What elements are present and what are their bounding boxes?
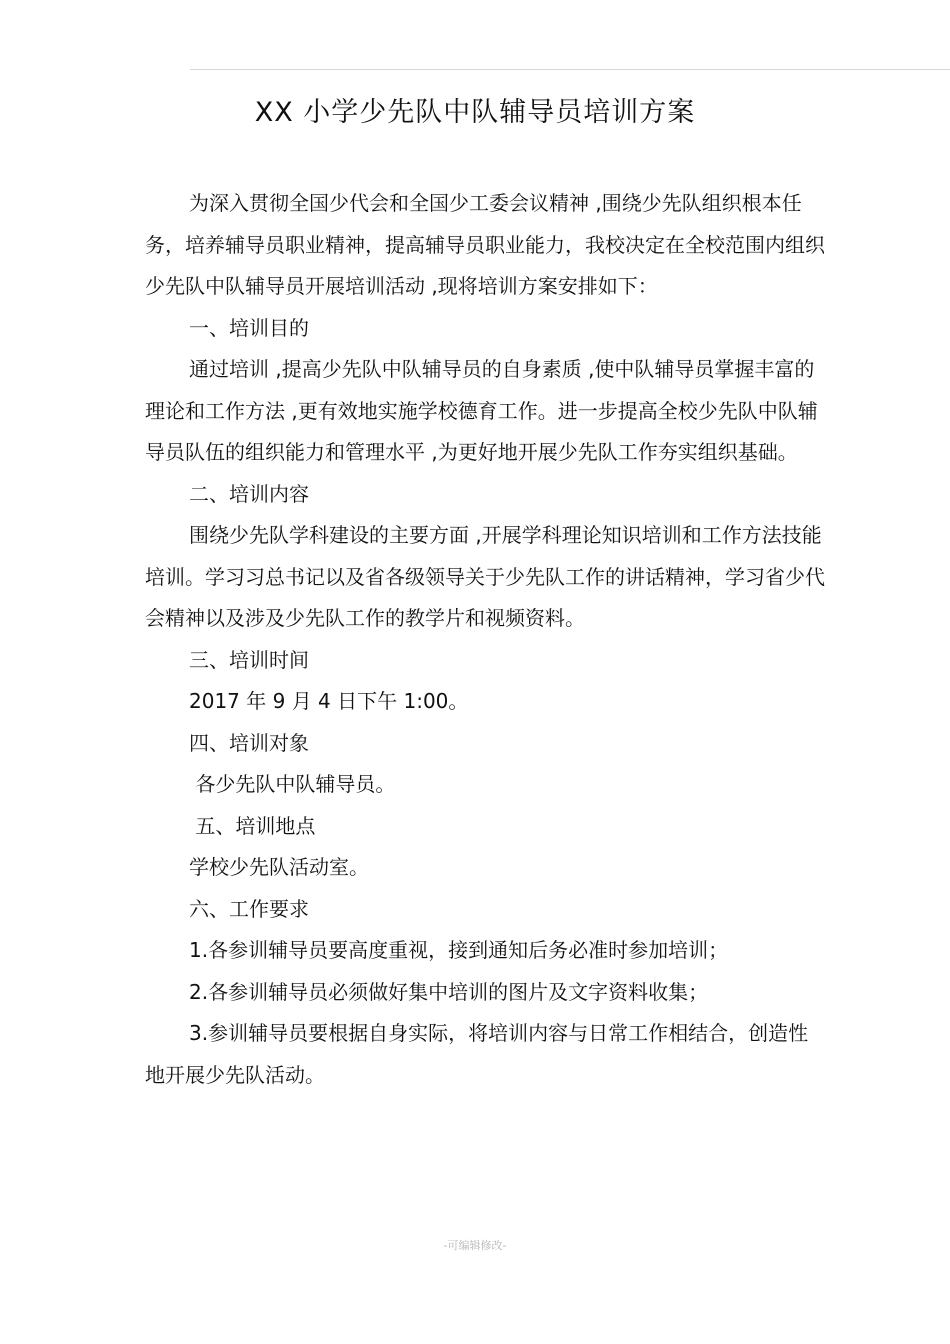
section-heading-location: 五、培训地点 [189, 813, 316, 838]
section-heading-content: 二、培训内容 [189, 481, 309, 506]
requirement-item: 1.各参训辅导员要高度重视，接到通知后务必准时参加培训； [189, 938, 729, 962]
page-footer: -可编辑修改- [443, 1239, 507, 1252]
section-heading-requirements: 六、工作要求 [189, 896, 309, 921]
section-content-content: 围绕少先队学科建设的主要方面 ,开展学科理论知识培训和工作方法技能培训。学习习总书记以及省各级领导关于少先队工作的讲话精神，学习省少代会精神以及涉及少先队工作的教学片和视频资料。 [145, 523, 825, 630]
header-rule [190, 69, 950, 70]
document-body [145, 183, 825, 1096]
section-heading-time: 三、培训时间 [189, 647, 309, 672]
section-content-location: 学校少先队活动室。 [189, 855, 369, 879]
document-title: XX 小学少先队中队辅导员培训方案 [254, 97, 696, 128]
requirement-item: 3.参训辅导员要根据自身实际，将培训内容与日常工作相结合，创造性地开展少先队活动。 [145, 1021, 809, 1087]
intro-paragraph: 为深入贯彻全国少代会和全国少工委会议精神 ,围绕少先队组织根本任务，培养辅导员职业精神，提高辅导员职业能力，我校决定在全校范围内组织少先队中队辅导员开展培训活动 ,现将培训方案安排如下： [145, 191, 825, 298]
section-content-time: 2017 年 9 月 4 日下午 1:00。 [189, 689, 469, 713]
section-content-purpose: 通过培训 ,提高少先队中队辅导员的自身素质 ,使中队辅导员掌握丰富的理论和工作方法 ,更有效地实施学校德育工作。进一步提高全校少先队中队辅导员队伍的组织能力和管理水平 ,为更好地开展少先队工作夯实组织基础。 [145, 357, 818, 464]
section-content-audience: 各少先队中队辅导员。 [189, 772, 396, 796]
requirement-item: 2.各参训辅导员必须做好集中培训的图片及文字资料收集； [189, 979, 709, 1004]
section-heading-purpose: 一、培训目的 [189, 315, 309, 340]
section-heading-audience: 四、培训对象 [189, 730, 309, 755]
